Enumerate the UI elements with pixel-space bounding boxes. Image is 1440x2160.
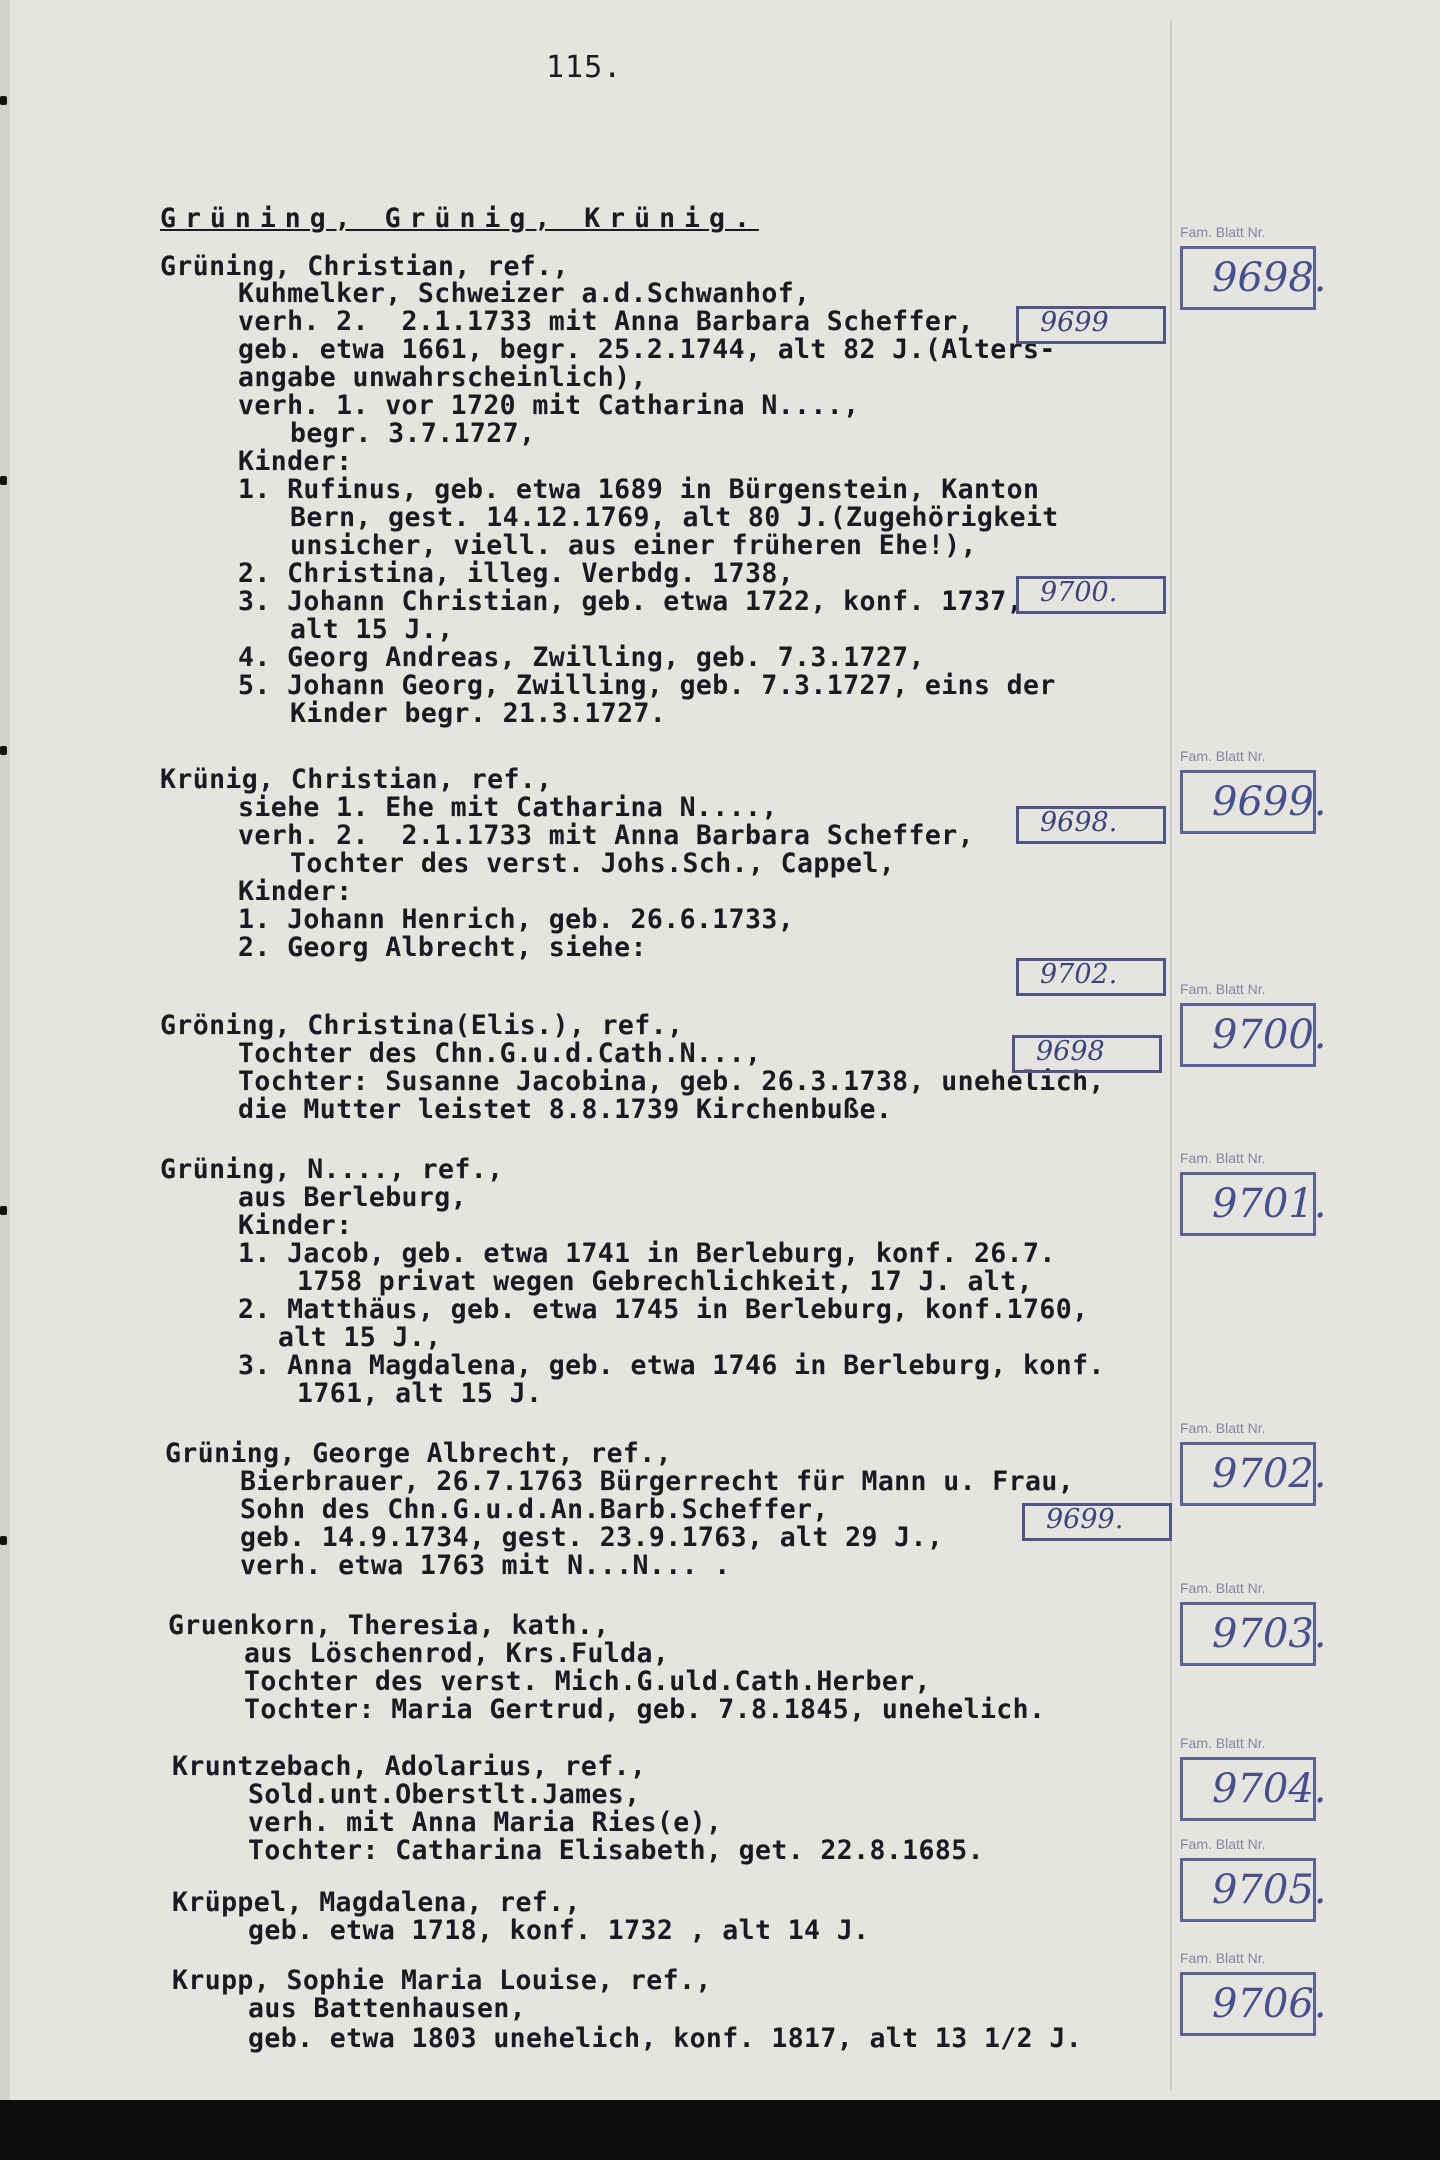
entry-line: 3. Anna Magdalena, geb. etwa 1746 in Berleburg, konf. xyxy=(238,1350,1105,1381)
entry-header-line: Krüppel, Magdalena, ref., xyxy=(172,1887,581,1918)
entry-line: siehe 1. Ehe mit Catharina N...., xyxy=(238,792,778,823)
entry-line: aus Battenhausen, xyxy=(248,1993,527,2024)
entry-header-line: Gröning, Christina(Elis.), ref., xyxy=(160,1010,684,1041)
cross-reference: 9702. xyxy=(1040,959,1118,990)
fam-number: 9701. xyxy=(1212,1181,1327,1227)
fam-number: 9700. xyxy=(1212,1012,1327,1058)
entry-line: Sohn des Chn.G.u.d.An.Barb.Scheffer, xyxy=(240,1494,829,1525)
entry-line: begr. 3.7.1727, xyxy=(290,418,536,449)
entry-line: 1. Jacob, geb. etwa 1741 in Berleburg, konf. 26.7. xyxy=(238,1238,1056,1269)
entry-header-line: Kruntzebach, Adolarius, ref., xyxy=(172,1751,647,1782)
fam-blatt-label: Fam. Blatt Nr. xyxy=(1180,1580,1266,1596)
fam-number: 9706. xyxy=(1212,1981,1327,2027)
fam-blatt-label: Fam. Blatt Nr. xyxy=(1180,224,1266,240)
entry-line: verh. mit Anna Maria Ries(e), xyxy=(248,1807,723,1838)
fam-number: 9705. xyxy=(1212,1867,1327,1913)
fam-number: 9699. xyxy=(1212,779,1327,825)
entry-line: 4. Georg Andreas, Zwilling, geb. 7.3.1727, xyxy=(238,642,925,673)
page-number: 115. xyxy=(546,50,623,85)
entry-line: 1. Rufinus, geb. etwa 1689 in Bürgenstein, Kanton xyxy=(238,474,1040,505)
margin-rule xyxy=(1170,20,1172,2090)
entry-line: Bern, gest. 14.12.1769, alt 80 J.(Zugehörigkeit xyxy=(290,502,1059,533)
entry-line: alt 15 J., xyxy=(290,614,454,645)
cross-reference: 9699 xyxy=(1040,307,1109,338)
fam-blatt-label: Fam. Blatt Nr. xyxy=(1180,1950,1266,1966)
cross-reference: 9698 xyxy=(1036,1036,1105,1067)
fam-blatt-label: Fam. Blatt Nr. xyxy=(1180,981,1266,997)
entry-line: Bierbrauer, 26.7.1763 Bürgerrecht für Mann u. Frau, xyxy=(240,1466,1075,1497)
cross-reference: 9698. xyxy=(1040,807,1118,838)
entry-line: 1758 privat wegen Gebrechlichkeit, 17 J. alt, xyxy=(297,1266,1033,1297)
entry-line: verh. 1. vor 1720 mit Catharina N...., xyxy=(238,390,860,421)
entry-line: Tochter des verst. Mich.G.uld.Cath.Herber, xyxy=(244,1666,931,1697)
entry-line: verh. 2. 2.1.1733 mit Anna Barbara Scheffer, xyxy=(238,820,974,851)
punch-mark xyxy=(0,1206,7,1215)
entry-line: 2. Georg Albrecht, siehe: xyxy=(238,932,647,963)
fam-blatt-label: Fam. Blatt Nr. xyxy=(1180,1836,1266,1852)
entry-header-line: Krupp, Sophie Maria Louise, ref., xyxy=(172,1965,712,1996)
entry-line: geb. 14.9.1734, gest. 23.9.1763, alt 29 J., xyxy=(240,1522,944,1553)
entry-line: 3. Johann Christian, geb. etwa 1722, konf. 1737, xyxy=(238,586,1024,617)
punch-mark xyxy=(0,476,7,485)
fam-blatt-label: Fam. Blatt Nr. xyxy=(1180,1735,1266,1751)
entry-line: 2. Christina, illeg. Verbdg. 1738, xyxy=(238,558,795,589)
fam-blatt-label: Fam. Blatt Nr. xyxy=(1180,748,1266,764)
punch-mark xyxy=(0,746,7,755)
entry-header-line: Krünig, Christian, ref., xyxy=(160,764,553,795)
fam-number: 9702. xyxy=(1212,1451,1327,1497)
entry-line: aus Löschenrod, Krs.Fulda, xyxy=(244,1638,670,1669)
entry-line: Tochter: Catharina Elisabeth, get. 22.8.1685. xyxy=(248,1835,984,1866)
fam-blatt-label: Fam. Blatt Nr. xyxy=(1180,1420,1266,1436)
cross-reference: 9700. xyxy=(1040,577,1118,608)
entry-line: Kinder: xyxy=(238,1210,353,1241)
entry-line: die Mutter leistet 8.8.1739 Kirchenbuße. xyxy=(238,1094,893,1125)
entry-line: 5. Johann Georg, Zwilling, geb. 7.3.1727, eins der xyxy=(238,670,1056,701)
entry-line: Tochter des verst. Johs.Sch., Cappel, xyxy=(290,848,896,879)
entry-line: unsicher, viell. aus einer früheren Ehe!), xyxy=(290,530,977,561)
entry-line: Tochter: Susanne Jacobina, geb. 26.3.1738, unehelich, xyxy=(238,1066,1105,1097)
entry-line: angabe unwahrscheinlich), xyxy=(238,362,647,393)
entry-line: 2. Matthäus, geb. etwa 1745 in Berleburg, konf.1760, xyxy=(238,1294,1089,1325)
entry-line: geb. etwa 1718, konf. 1732 , alt 14 J. xyxy=(248,1915,870,1946)
fam-number: 9698. xyxy=(1212,255,1327,301)
cross-reference: 9699. xyxy=(1046,1504,1124,1535)
entry-line: geb. etwa 1661, begr. 25.2.1744, alt 82 J.(Alters- xyxy=(238,334,1056,365)
entry-line: Kinder: xyxy=(238,876,353,907)
entry-line: Tochter des Chn.G.u.d.Cath.N..., xyxy=(238,1038,762,1069)
entry-header-line: Grüning, Christian, ref., xyxy=(160,251,569,282)
entry-header-line: Gruenkorn, Theresia, kath., xyxy=(168,1610,610,1641)
punch-mark xyxy=(0,96,7,105)
entry-line: Kuhmelker, Schweizer a.d.Schwanhof, xyxy=(238,278,811,309)
entry-line: Kinder begr. 21.3.1727. xyxy=(290,698,667,729)
entry-line: Kinder: xyxy=(238,446,353,477)
entry-line: aus Berleburg, xyxy=(238,1182,467,1213)
entry-line: 1. Johann Henrich, geb. 26.6.1733, xyxy=(238,904,795,935)
page-binding-edge xyxy=(0,0,10,2100)
entry-line: alt 15 J., xyxy=(278,1322,442,1353)
surname-heading: Grüning, Grünig, Krünig. xyxy=(160,203,759,234)
entry-line: 1761, alt 15 J. xyxy=(297,1378,543,1409)
entry-header-line: Grüning, N...., ref., xyxy=(160,1154,504,1185)
entry-header-line: Grüning, George Albrecht, ref., xyxy=(165,1438,672,1469)
punch-mark xyxy=(0,1536,7,1545)
entry-line: geb. etwa 1803 unehelich, konf. 1817, alt 13 1/2 J. xyxy=(248,2023,1083,2054)
entry-line: Tochter: Maria Gertrud, geb. 7.8.1845, unehelich. xyxy=(244,1694,1046,1725)
entry-line: verh. etwa 1763 mit N...N... . xyxy=(240,1550,731,1581)
fam-blatt-label: Fam. Blatt Nr. xyxy=(1180,1150,1266,1166)
fam-number: 9703. xyxy=(1212,1611,1327,1657)
entry-line: verh. 2. 2.1.1733 mit Anna Barbara Scheffer, xyxy=(238,306,974,337)
fam-number: 9704. xyxy=(1212,1766,1327,1812)
entry-line: Sold.unt.Oberstlt.James, xyxy=(248,1779,641,1810)
